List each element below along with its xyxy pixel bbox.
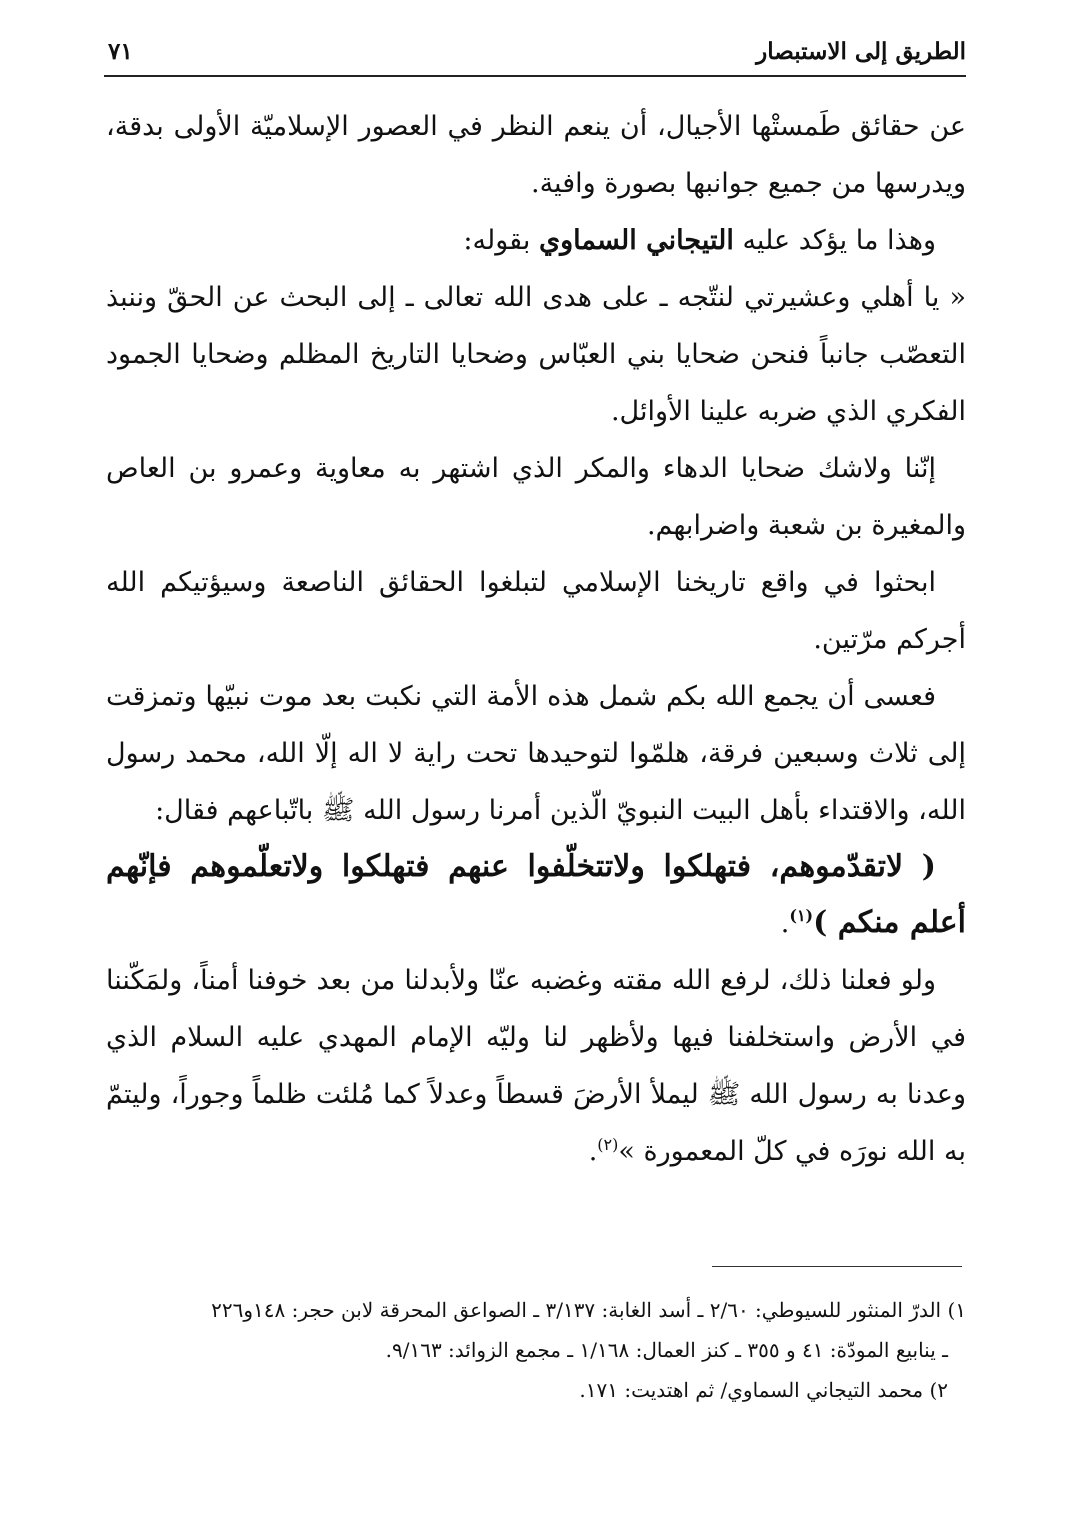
paragraph-2 [106,212,966,269]
quote-paragraph-3: ابحثوا في واقع تاريخنا الإسلامي لتبلغوا الحقائق الناصعة وسيؤتيكم الله أجركم مرّتين. [106,567,966,655]
paragraph-8-text: ولو فعلنا ذلك، لرفع الله مقته وغضبه عنّا ولأبدلنا من بعد خوفنا أمناً، ولمَكّننا في الأرض واستخلفنا فيها ولأظهر لنا وليّه الإمام المهدي عليه السلام الذي وعدنا به رسول الله ﷺ ليملأ الأرضَ قسطاً وعدلاً كما مُلئت ظلماً وجوراً، وليتمّ به الله نورَه في كلّ المعمورة » [106,965,966,1167]
footnote-ref-2: (٢) [597,1135,619,1154]
quote-paragraph-4: فعسى أن يجمع الله بكم شمل هذه الأمة التي نكبت بعد موت نبيّها وتمزقت إلى ثلاث وسبعين فرقة، هلمّوا لتوحيدها تحت راية لا اله إلّا الله، محمد رسول الله، والاقتداء بأهل البيت النبويّ الّذين أمرنا رسول الله ﷺ باتّباعهم فقال: [106,681,966,826]
footnote-1-line-2: ـ ينابيع المودّة: ٤١ و ٣٥٥ ـ كنز العمال: ١/١٦٨ ـ مجمع الزوائد: ٩/١٦٣. [385,1338,948,1362]
footnotes [106,1290,966,1410]
footnote-2: ٢) محمد التيجاني السماوي/ ثم اهتديت: ١٧١. [579,1378,948,1402]
paragraph-1: عن حقائق طَمستْها الأجيال، أن ينعم النظر في العصور الإسلاميّة الأولى بدقة، ويدرسها من جميع جوانبها بصورة وافية. [106,111,966,199]
body-text [106,98,966,1180]
paragraph-8-end: . [588,1136,598,1167]
hadith-text: ( لاتقدّموهم، فتهلكوا ولاتتخلّفوا عنهم فتهلكوا ولاتعلّموهم فإنّهم أعلم منكم ) [106,849,966,940]
footnote-separator [712,1266,962,1267]
hadith-end: . [780,908,790,939]
footnote-1-line-1: ١) الدرّ المنثور للسيوطي: ٢/٦٠ ـ أسد الغابة: ٣/١٣٧ ـ الصواعق المحرقة لابن حجر: ١٤٨و٢٢٦ [211,1298,966,1322]
paragraph-2-tail: بقوله: [463,225,539,256]
quote-paragraph-5 [106,952,966,1180]
page-header [102,38,966,72]
header-rule [104,75,966,77]
paragraph-2-lead: وهذا ما يؤكد عليه [733,225,936,256]
quote-paragraph-1: « يا أهلي وعشيرتي لنتّجه ـ على هدى الله تعالى ـ إلى البحث عن الحقّ وننبذ التعصّب جانباً فنحن ضحايا بني العبّاس وضحايا التاريخ المظلم وضحايا الجمود الفكري الذي ضربه علينا الأوائل. [106,282,966,427]
hadith-quote [106,839,966,952]
author-name: التيجاني السماوي [538,225,734,256]
running-title: الطريق إلى الاستبصار [756,38,966,65]
footnote-ref-1: (١) [789,906,814,925]
quote-paragraph-2: إنّنا ولاشك ضحايا الدهاء والمكر الذي اشتهر به معاوية وعمرو بن العاص والمغيرة بن شعبة واضرابهم. [106,453,966,541]
page-number: ٧١ [108,38,133,65]
